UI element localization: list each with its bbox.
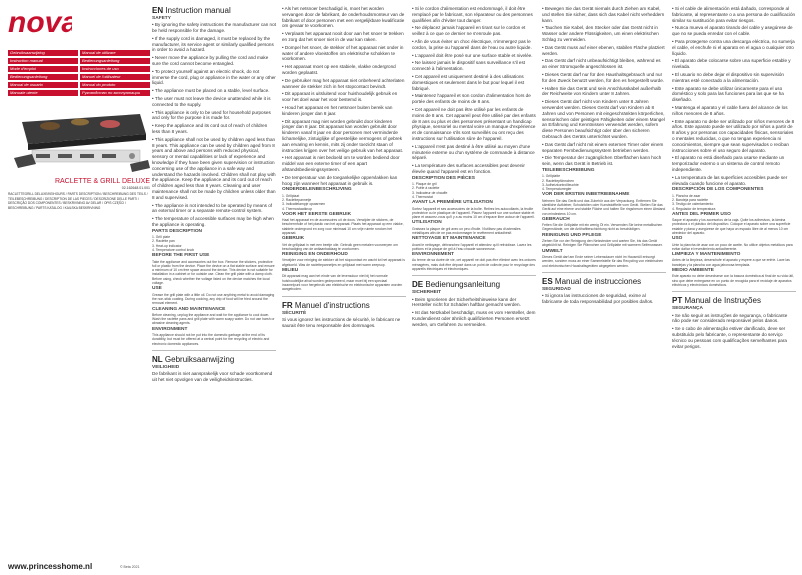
website-url[interactable]: www.princesshome.nl — [8, 562, 93, 571]
safety-intro: Si vous ignorez les instructions de sécurité, le fabricant ne saurait être tenu responsable des dommages. — [282, 316, 401, 328]
safety-item: • El aparato no está diseñado para usarse mediante un temporizador externo o un sistema de control remoto independiente. — [672, 155, 796, 172]
section-title: Instruction manual — [165, 6, 231, 15]
safety-heading: SÉCURITÉ — [282, 310, 307, 316]
before-use-heading: VOOR HET EERSTE GEBRUIK — [282, 211, 352, 217]
section-title-nl — [152, 355, 276, 364]
use-heading: GEBRUIK — [282, 236, 305, 242]
cleaning-heading: LIMPIEZA Y MANTENIMIENTO — [672, 252, 741, 258]
print-date: © Beta 2021 — [120, 565, 140, 569]
safety-item: • Cet appareil ne doit pas être utilisé par les enfants de moins de 8 ans. Cet appareil peut être utilisé par des enfants de 8 ans ou plus et des personnes présentant un handicap physique, sensoriel ou mental voire un manque d'expérience et de connaissance s'ils sont surveillés ou ont reçu des instructions sur l'utilisation sûre de l'appareil. — [412, 107, 536, 142]
part-item: 4. Regulador de temperatura — [672, 206, 716, 211]
use-heading: GEBRAUCH — [542, 216, 570, 222]
environment-heading: ENVIRONNEMENT — [412, 252, 455, 258]
environment-text: Este aparato no debe desecharse con la basura doméstica al final de su vida útil, sino que debe entregarse en un punto de recogida para el reciclaje de aparatos eléctricos y electrónicos domésticos. — [672, 274, 794, 287]
raclette-grill-image — [10, 100, 152, 176]
use-heading: UTILISATION — [412, 220, 442, 226]
parts-heading: PARTS DESCRIPTION — [152, 228, 203, 234]
before-use-text: Saque el aparato y los accesorios de la caja. Quite los adhesivos, la lámina protectora o el plástico del dispositivo. Coloque el aparato sobre una superficie estable y plana y asegúrese de que haya un espacio libre de al menos 10 cm alrededor del aparato. — [672, 218, 791, 235]
safety-item: • Dit apparaat mag niet worden gebruikt door kinderen jonger dan 8 jaar. Dit apparaat kan worden gebruikt door kinderen vanaf 8 jaar en door personen met verminderde lichamelijke, zintuiglijke of geestelijke vermogens of gebrek aan ervaring en kennis, mits zij onder toezicht staan of instructies krijgen over het veilige gebruik van het apparaat. — [282, 119, 406, 154]
cleaning-heading: CLEANING AND MAINTENANCE — [152, 306, 226, 312]
lang-code: PT — [672, 296, 683, 306]
safety-intro: • Si ignora las instrucciones de seguridad, exime al fabricante de toda responsabilidad por posibles daños. — [542, 293, 666, 305]
parts-description-titles: RACLETTEGRILL DELUXE/KEIHOURS / PARTS DESCRIPTION / BESCHREIBUNG DES TEILS / TEILEBESCHREIBUNG / DESCRIPTION DE LAS PIECES / DESCRIZIONE DELLE PARTI / DESCRIÇÃO DOS COMPONENTES / BESKRIVNING AV DELAR / OPIS CZĘŚCI / BESCHREIBUNG / PARTS KATALOG / KAILSKA BESKRIVNING — [8, 192, 148, 210]
product-title: RACLETTE & GRILL DELUXE — [54, 178, 150, 185]
safety-item: • Ne laissez jamais le dispositif sans surveillance s'il est connecté à l'alimentation. — [412, 60, 536, 72]
nova-logo-mark — [8, 4, 72, 42]
column-fr — [412, 6, 536, 566]
section-title-es — [542, 277, 666, 286]
safety-item: • The user must not leave the device unattended while it is connected to the supply. — [152, 96, 276, 108]
section-title-fr — [282, 301, 406, 310]
part-item: 3. Testigo de calentamiento — [672, 202, 714, 207]
safety-item: • El aparato debe colocarse sobre una superficie estable y nivelada. — [672, 58, 796, 70]
safety-item: • Das Gerät darf nicht mit einem externen Timer oder einem separaten Fernbedienungssystem betrieben werden. — [542, 142, 666, 154]
environment-heading: MEDIO AMBIENTE — [672, 268, 714, 274]
cleaning-text: Verwijder voor reiniging de stekker uit het stopcontact en wacht tot het apparaat is afgekoeld. Was de raclettepannetjes en grillplaat met warm zeepsop. — [282, 258, 405, 267]
parts-heading: ONDERDELENBESCHRIJVING — [282, 187, 352, 193]
part-item: 1. Grill plate — [152, 235, 171, 240]
cleaning-text: Before cleaning, unplug the appliance and wait for the appliance to cool down. Wash the raclette pans and grill plate with warm soapy water. Do not use harsh or abrasive cleaning agents. — [152, 312, 275, 326]
safety-item: • The appliance is not intended to be operated by means of an external timer or a separate remote-control system. — [152, 203, 276, 215]
safety-heading: SEGURANÇA — [672, 306, 703, 312]
language-label: Bedienungsanleitung — [80, 58, 150, 64]
safety-item: • Si el cable de alimentación está dañado, corresponde al fabricante, al representante o a una persona de cualificación similar su sustitución para evitar riesgos. — [672, 6, 796, 23]
safety-item: • El usuario no debe dejar el dispositivo sin supervisión mientras esté conectado a la alimentación. — [672, 72, 796, 84]
language-label: Manual de usuario — [8, 82, 78, 88]
before-use-text: Sortez l'appareil et ses accessoires de la boîte. Retirez les autocollants, la feuille protectrice ou le plastique de l'appareil. Placez l'appareil sur une surface stable et plane et assurez-vous qu'il y a au moins 10 cm d'espace libre autour de l'appareil. — [412, 206, 535, 220]
nova-logo-text: nova — [8, 6, 72, 39]
safety-item: • To protect yourself against an electric shock, do not immerse the cord, plug or appliance in the water or any other liquid. — [152, 69, 276, 86]
safety-item: • La temperatura de las superficies accesibles puede ser elevada cuando funcione el aparato. — [672, 175, 796, 187]
use-text: Grease the grill plate with a little oil. Do not use anything metal to avoid damaging the non-stick coating. During cooking, any drip of food will be fried around the removal element. — [152, 292, 275, 306]
before-use-text: Haal het apparaat en de accessoires uit de doos. Verwijder de stickers, de beschermfolie of het plastic van het apparaat. Plaats het apparaat op een vlakke, stabiele ondergrond en zorg voor minimaal 10 cm vrije ruimte rondom het apparaat. — [282, 218, 404, 235]
safety-item: • The appliance must be placed on a stable, level surface. — [152, 88, 276, 94]
safety-item: • Halten Sie das Gerät und sein Anschlusskabel außerhalb der Reichweite von Kindern unter 8 Jahren. — [542, 86, 666, 98]
language-label: Manuel de l'utilisateur — [80, 74, 150, 80]
cleaning-text: Ziehen Sie vor der Reinigung den Netzstecker und warten Sie, bis das Gerät abgekühlt ist. Reinigen Sie Pfännchen und Grillplatte mit warmem Seifenwasser. — [542, 239, 663, 248]
safety-item: • L'appareil doit être posé sur une surface stable et nivelée. — [412, 53, 536, 59]
use-text: Fetten Sie die Grillplatte mit ein wenig Öl ein. Verwenden Sie keine metallischen Gegenstände, um die Antihaftbeschichtung nicht zu beschädigen. — [542, 223, 663, 232]
safety-item: • De temperatuur van de toegankelijke oppervlakken kan hoog zijn wanneer het apparaat in gebruik is. — [282, 175, 406, 187]
safety-item: • De gebruiker mag het apparaat niet onbeheerd achterlaten wanneer de stekker zich in het stopcontact bevindt. — [282, 78, 406, 90]
safety-item: • Verplaats het apparaat nooit door aan het snoer te trekken en zorg dat het snoer niet in de war kan raken. — [282, 31, 406, 43]
column-en — [152, 6, 276, 566]
column-de — [542, 6, 666, 566]
safety-item: • La température des surfaces accessibles peut devenir élevée quand l'appareil est en fonction. — [412, 163, 536, 175]
safety-item: • Ist das Netzkabel beschädigt, muss es vom Hersteller, dem Kundendienst oder ähnlich qualifizierten Personen ersetzt werden, um Gefahren zu vermeiden. — [412, 310, 536, 327]
safety-heading: SICHERHEIT — [412, 290, 442, 296]
safety-item: • Das Gerät muss auf einer ebenen, stabilen Fläche platziert werden. — [542, 45, 666, 57]
parts-heading: TEILEBESCHREIBUNG — [542, 167, 595, 173]
safety-item: • The temperature of accessible surfaces may be high when the appliance is operating. — [152, 216, 276, 228]
environment-heading: ENVIRONMENT — [152, 326, 188, 332]
parts-heading: DESCRIPTION DES PIÈCES — [412, 175, 475, 181]
safety-item: • Dieses Gerät darf nur für den Haushaltsgebrauch und nur für den Zweck benutzt werden, für den es hergestellt wurde. — [542, 72, 666, 84]
part-item: 1. Grillplaat — [282, 193, 300, 198]
environment-text: Dieses Gerät darf am Ende seiner Lebensdauer nicht im Hausmüll entsorgt werden, sondern muss an einer Sammelstelle für das Recycling von elektrischen und elektronischen Haushaltsgeräten abgegeben werden. — [542, 254, 664, 268]
safety-item: • Die Temperatur der zugänglichen Oberflächen kann hoch sein, wenn das Gerät in Betrieb ist. — [542, 155, 666, 167]
section-title: Gebruiksaanwijzing — [164, 354, 235, 364]
part-item: 1. Grillplatte — [542, 174, 561, 179]
part-item: 3. Indicateur de chauffe — [412, 190, 448, 195]
cleaning-text: Avant le nettoyage, débranchez l'appareil et attendez qu'il refroidisse. Lavez les poêlons et la plaque de gril à l'eau chaude savonneuse. — [412, 242, 532, 251]
before-use-text: Take the appliance and accessories out the box. Remove the stickers, protective foil or plastic from the device. Place the device on a flat stable surface and ensure a minimum of 10 cm free space around the device. This device is not suitable for installation in a cabinet or for outside use. Clean the grill plate with a damp cloth. Before using, check whether the voltage listed on the device matches the local voltage. — [152, 259, 275, 286]
lang-code: FR — [282, 300, 293, 310]
cleaning-heading: REINIGUNG UND PFLEGE — [542, 232, 602, 238]
safety-item: • Se o cabo de alimentação estiver danificado, deve ser substituído pelo fabricante, o representante do serviço técnico ou pessoas com qualificações semelhantes para evitar perigos. — [672, 326, 796, 349]
environment-text: This appliance should not be put into the domestic garbage at the end of its durability, but must be offered at a central point for the recycling of electric and electronic domestic appliances. — [152, 333, 270, 346]
raclette-grill-illustration — [10, 100, 152, 176]
section-title: Manuel d'instructions — [294, 300, 370, 310]
cleaning-heading: NETTOYAGE ET MAINTENANCE — [412, 236, 486, 242]
language-label: Mode d'emploi — [8, 66, 78, 72]
safety-item: • Als het netsnoer beschadigd is, moet het worden vervangen door de fabrikant, de onderhoudsmonteur van de fabrikant of door personen met een vergelijkbare kwalificatie om gevaar te voorkomen. — [282, 6, 406, 29]
safety-item: • Het apparaat moet op een stabiele, vlakke ondergrond worden geplaatst. — [282, 64, 406, 76]
part-item: 2. Raclettepfännchen — [542, 178, 575, 183]
language-label: Instrucciones de uso — [80, 66, 150, 72]
use-text: Unte la plancha de asar con un poco de aceite. No utilice objetos metálicos para evitar dañar el revestimiento antiadherente. — [672, 242, 793, 251]
safety-item: • Este aparato no debe ser utilizado por niños menores de 8 años. Este aparato puede ser utilizado por niños a partir de 8 años y por personas con capacidades físicas, sensoriales o mentales reducidas, o que no tengan experiencia ni conocimientos, siempre que sean supervisados o reciban instrucciones sobre el uso seguro del aparato. — [672, 119, 796, 154]
lang-code: DE — [412, 280, 424, 290]
language-label: Manual do produto — [80, 82, 150, 88]
safety-item: • Dit apparaat is uitsluitend voor huishoudelijk gebruik en voor het doel waar het voor bestemd is. — [282, 91, 406, 103]
before-use-heading: AVANT LA PREMIÈRE UTILISATION — [412, 200, 493, 206]
part-item: 4. Thermostaatknop — [282, 206, 313, 211]
part-item: 4. Temperature control knob — [152, 247, 195, 252]
safety-item: • Para protegerse contra una descarga eléctrica, no sumerja el cable, el enchufe ni el aparato en el agua o cualquier otro líquido. — [672, 39, 796, 56]
use-heading: USO — [672, 236, 683, 242]
part-item: 1. Plancha de asar — [672, 193, 701, 198]
parts-heading: DESCRIPCIÓN DE LOS COMPONENTES — [672, 187, 764, 193]
safety-heading: SAFETY — [152, 16, 171, 21]
lang-code: NL — [152, 354, 163, 364]
environment-text: Au terme de sa durée de vie, cet appareil ne doit pas être éliminé avec les ordures ménagères, mais doit être déposé dans un point de collecte pour le recyclage des appareils électriques et électroniques. — [412, 258, 536, 272]
before-use-heading: BEFORE THE FIRST USE — [152, 253, 210, 259]
language-label: Manuale utente — [8, 90, 78, 96]
part-item: 3. Heat-up indicator — [152, 243, 182, 248]
part-item: 4. Temperaturregler — [542, 187, 572, 192]
nova-logo — [8, 4, 72, 42]
before-use-heading: VOR DER ERSTEN INBETRIEBNAHME — [542, 192, 630, 198]
part-item: 1. Plaque de gril — [412, 182, 437, 187]
part-item: 3. Aufheizkontrollleuchte — [542, 182, 579, 187]
lang-code: ES — [542, 276, 553, 286]
environment-text: Dit apparaat mag aan het einde van de levensduur niet bij het normale huishoudelijke afval worden gedeponeerd, maar moet bij een speciaal inzamelpunt voor hergebruik van elektrische en elektronische apparaten worden aangeboden. — [282, 274, 403, 292]
safety-item: • Maintenez l'appareil et son cordon d'alimentation hors de portée des enfants de moins de 8 ans. — [412, 93, 536, 105]
safety-item: • Beim Ignorieren der Sicherheitshinweise kann der Hersteller nicht für Schäden haftbar gemacht werden. — [412, 297, 536, 309]
safety-item: • Mantenga el aparato y el cable fuera del alcance de los niños menores de 8 años. — [672, 105, 796, 117]
safety-item: • L'appareil n'est pas destiné à être utilisé au moyen d'une minuterie externe ou d'un système de commande à distance séparé. — [412, 144, 536, 161]
safety-heading: SEGURIDAD — [542, 286, 571, 292]
use-text: Vet de grillplaat in met een beetje olie. Gebruik geen metalen voorwerpen om beschadiging van de antiaanbaklaag te voorkomen. — [282, 242, 398, 251]
use-heading: USE — [152, 286, 162, 292]
environment-heading: MILIEU — [282, 268, 299, 274]
safety-item: • Houd het apparaat en het netsnoer buiten bereik van kinderen jonger dan 8 jaar. — [282, 105, 406, 117]
section-title: Manual de instrucciones — [554, 276, 642, 286]
safety-heading: VEILIGHEID — [152, 364, 180, 370]
safety-item: • Ne déplacez jamais l'appareil en tirant sur le cordon et veillez à ce que ce dernier ne s'enroule pas. — [412, 25, 536, 37]
use-text: Graissez la plaque de gril avec un peu d'huile. N'utilisez pas d'ustensiles métalliques afin de ne pas endommager le revêtement antiadhésif. — [412, 226, 521, 235]
cleaning-text: Antes de la limpieza, desenchufe el aparato y espere a que se enfríe. Lave las bandejas y la plancha con agua jabonosa templada. — [672, 258, 790, 267]
safety-item: • This appliance shall not be used by children aged less than 8 years. This appliance can be used by children aged from 8 years and above and persons with reduced physical, sensory or mental capabilities or lack of experience and knowledge if they have been given supervision or instruction concerning use of the appliance in a safe way and understand the hazards involved. Children shall not play with the appliance. Keep the appliance and its cord out of reach of children aged less than 8 years. Cleaning and user maintenance shall not be made by children unless older than 8 and supervised. — [152, 137, 276, 201]
product-model: 02.162648.01.001 — [121, 186, 150, 190]
part-item: 2. Poêle à raclette — [412, 186, 440, 191]
lang-code: EN — [152, 6, 164, 15]
safety-item: • If the supply cord is damaged, it must be replaced by the manufacturer, its service agent or similarly qualified persons in order to avoid a hazard. — [152, 36, 276, 53]
language-label: Instruction manual — [8, 58, 78, 64]
section-title-de — [412, 280, 536, 289]
safety-item: • Este aparato se debe utilizar únicamente para el uso doméstico y solo para las funciones para las que se ha diseñado. — [672, 86, 796, 103]
safety-item: • Keep the appliance and its cord out of reach of children less than 8 years. — [152, 123, 276, 135]
language-grid — [8, 50, 150, 98]
section-title: Bedienungsanleitung — [425, 280, 501, 290]
section-title-en — [152, 6, 276, 15]
safety-item: • Si le cordon d'alimentation est endommagé, il doit être remplacé par le fabricant, son réparateur ou des personnes qualifiées afin d'éviter tout danger. — [412, 6, 536, 23]
safety-item: • This appliance is only to be used for household purposes and only for the purpose it is made for. — [152, 110, 276, 122]
safety-item: • Bewegen Sie das Gerät niemals durch Ziehen am Kabel, und stellen Sie sicher, dass sich das Kabel nicht verheddern kann. — [542, 6, 666, 23]
safety-item: • Afin de vous éviter un choc électrique, n'immergez pas le cordon, la prise ou l'appareil dans de l'eau ou autre liquide. — [412, 39, 536, 51]
part-item: 4. Thermostat — [412, 194, 433, 199]
section-title-pt — [672, 296, 796, 305]
safety-item: • Dieses Gerät darf nicht von Kindern unter 8 Jahren verwendet werden. Dieses Gerät darf von Kindern ab 8 Jahren und von Personen mit eingeschränkten körperlichen, sensorischen oder geistigen Fähigkeiten oder einem Mangel an Erfahrung und Kenntnissen verwendet werden, sofern diese Personen beaufsichtigt oder über den sicheren Gebrauch des Geräts unterrichtet wurden. — [542, 99, 666, 140]
language-label: Gebruiksaanwijzing — [8, 50, 78, 56]
part-item: 2. Bandeja para raclette — [672, 197, 709, 202]
column-nl — [282, 6, 406, 566]
safety-item: • Nunca mueva el aparato tirando del cable y asegúrese de que no se pueda enredar con el cable. — [672, 25, 796, 37]
safety-item: • Tauchen Sie Kabel, den Stecker oder das Gerät nicht in Wasser oder andere Flüssigkeiten, um einen elektrischen Schlag zu vermeiden. — [542, 25, 666, 42]
environment-heading: UMWELT — [542, 248, 563, 254]
safety-item: • Het apparaat is niet bedoeld om te worden bediend door middel van een externe timer of een apart afstandsbedieningssysteem. — [282, 155, 406, 172]
safety-item: • Cet appareil est uniquement destiné à des utilisations domestiques et seulement dans le but pour lequel il est fabriqué. — [412, 74, 536, 91]
cleaning-heading: REINIGING EN ONDERHOUD — [282, 252, 348, 258]
safety-item: • Dompel het snoer, de stekker of het apparaat niet onder in water of andere vloeistoffen om elektrische schokken te voorkomen. — [282, 45, 406, 62]
part-item: 2. Raclette pan — [152, 239, 175, 244]
section-title: Manual de Instruções — [684, 296, 761, 306]
before-use-text: Nehmen Sie das Gerät und das Zubehör aus der Verpackung. Entfernen Sie sämtliche Aufkleber, Schutzfolien oder Kunststoffteile vom Gerät. Stellen Sie das Gerät auf eine ebene und stabile Fläche und halten Sie ringsherum einen Abstand von mindestens 10 cm. — [542, 198, 666, 216]
language-label: Руководство по эксплуатации — [80, 90, 150, 96]
safety-item: • Never move the appliance by pulling the cord and make sure the cord cannot become entangled. — [152, 55, 276, 67]
part-item: 2. Raclettepannetje — [282, 197, 312, 202]
column-es — [672, 6, 796, 566]
part-item: 3. Indicatielampje opwarmen — [282, 202, 326, 207]
safety-intro: • Se não seguir as instruções de segurança, o fabricante não pode ser considerado responsável pelos danos. — [672, 313, 796, 325]
language-label: Manual de utilizare — [80, 50, 150, 56]
safety-item: • By ignoring the safety instructions the manufacturer can not be held responsible for the damage. — [152, 22, 276, 34]
before-use-heading: ANTES DEL PRIMER USO — [672, 211, 731, 217]
safety-intro: De fabrikant is niet aansprakelijk voor schade voortkomend uit het niet opvolgen van de veiligheidsinstructies. — [152, 371, 273, 383]
safety-item: • Das Gerät darf nicht unbeaufsichtigt bleiben, während es an einer Stromquelle angeschlossen ist. — [542, 58, 666, 70]
language-label: Bedienungsanleitung — [8, 74, 78, 80]
